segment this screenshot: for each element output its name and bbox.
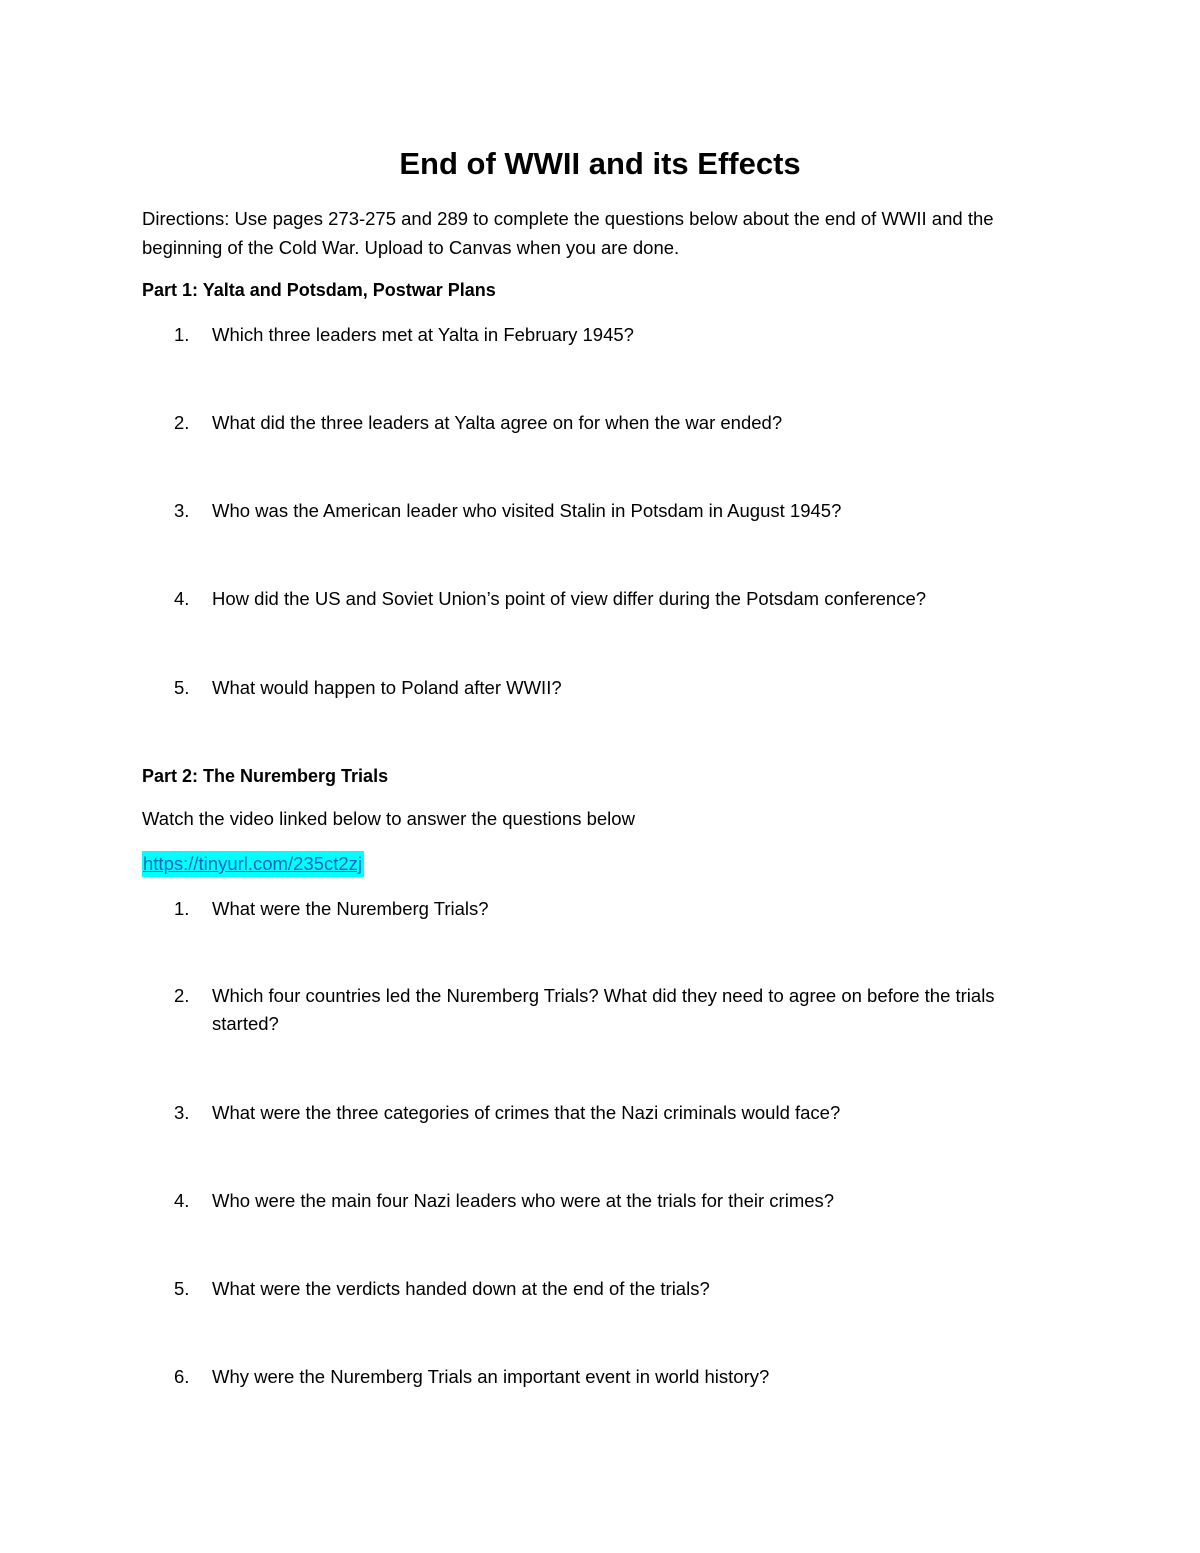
question-number: 1. (174, 898, 190, 919)
question-text: What did the three leaders at Yalta agree on for when the war ended? (212, 412, 783, 433)
question-number: 5. (174, 1278, 190, 1299)
directions-text: Directions: Use pages 273-275 and 289 to complete the questions below about the end of WWII and the beginning of the Cold War. Upload to Canvas when you are done. (142, 208, 994, 258)
question-text: What would happen to Poland after WWII? (212, 677, 562, 698)
question-text: How did the US and Soviet Union’s point of view differ during the Potsdam conference? (212, 588, 927, 609)
part2-question-2 (174, 982, 1044, 1038)
video-instruction: Watch the video linked below to answer the questions below (142, 808, 635, 829)
part2-question-3 (174, 1099, 1044, 1127)
question-number: 4. (174, 588, 190, 609)
question-text: Why were the Nuremberg Trials an important event in world history? (212, 1366, 770, 1387)
question-number: 6. (174, 1366, 190, 1387)
part1-question-4 (174, 585, 1044, 613)
question-text: Who was the American leader who visited Stalin in Potsdam in August 1945? (212, 500, 842, 521)
question-text: What were the verdicts handed down at the end of the trials? (212, 1278, 710, 1299)
part1-heading: Part 1: Yalta and Potsdam, Postwar Plans (142, 280, 496, 300)
part1-question-1 (174, 321, 1044, 349)
question-number: 2. (174, 412, 190, 433)
question-number: 2. (174, 985, 190, 1006)
part1-question-2 (174, 409, 1044, 437)
question-text: Which four countries led the Nuremberg Trials? What did they need to agree on before the trials started? (212, 985, 995, 1034)
part2-question-4 (174, 1187, 1044, 1215)
part1-question-5 (174, 674, 1044, 702)
part2-heading: Part 2: The Nuremberg Trials (142, 766, 389, 786)
question-number: 1. (174, 324, 190, 345)
question-number: 4. (174, 1190, 190, 1211)
question-number: 3. (174, 500, 190, 521)
page-title: End of WWII and its Effects (399, 146, 801, 181)
part1-question-3 (174, 497, 1044, 525)
video-link[interactable]: https://tinyurl.com/235ct2zj (142, 851, 364, 877)
part2-question-1 (174, 895, 1044, 923)
question-text: Who were the main four Nazi leaders who were at the trials for their crimes? (212, 1190, 835, 1211)
question-number: 5. (174, 677, 190, 698)
question-text: Which three leaders met at Yalta in February 1945? (212, 324, 634, 345)
question-text: What were the Nuremberg Trials? (212, 898, 489, 919)
part2-question-6 (174, 1363, 1044, 1391)
part2-question-5 (174, 1275, 1044, 1303)
question-number: 3. (174, 1102, 190, 1123)
question-text: What were the three categories of crimes that the Nazi criminals would face? (212, 1102, 841, 1123)
